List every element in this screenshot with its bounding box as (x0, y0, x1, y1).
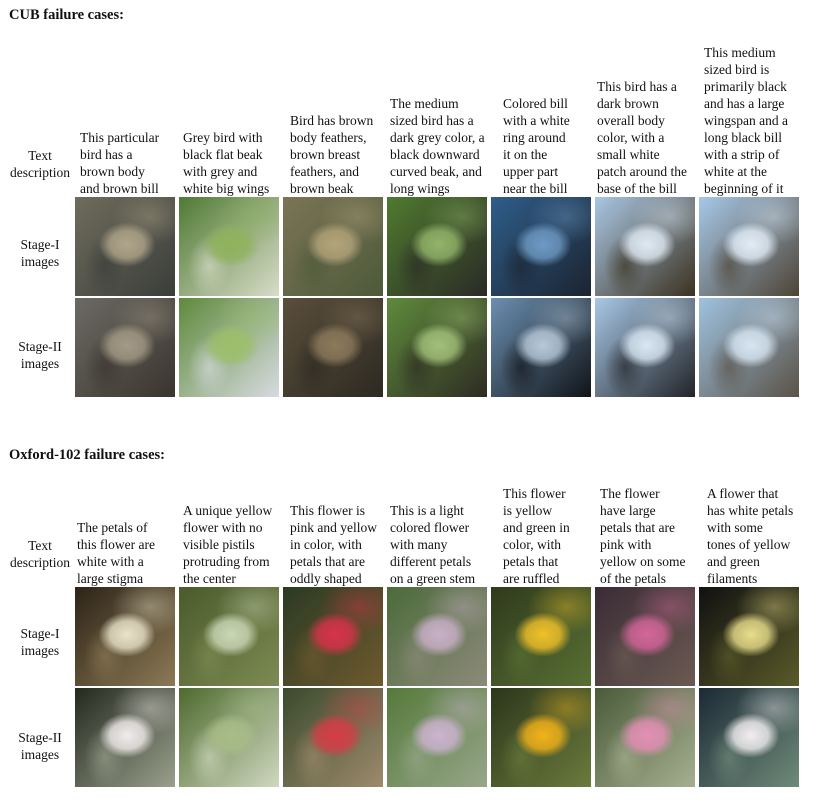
oxford-section-title: Oxford-102 failure cases: (9, 447, 165, 463)
oxford-description-6: The flower have large petals that are pink with yellow on some of the petals (600, 486, 686, 586)
oxford-stage1-image-1 (75, 587, 175, 686)
oxford-stage1-image-2 (179, 587, 279, 686)
oxford-stage1-image-3 (283, 587, 383, 686)
cub-stage1-image-6 (595, 197, 695, 296)
oxford-stage2-image-7 (699, 688, 799, 787)
cub-stage1-image-5 (491, 197, 591, 296)
cub-stage1-image-7 (699, 197, 799, 296)
cub-description-1: This particular bird has a brown body and brown bill (80, 130, 160, 196)
cub-stage2-image-4 (387, 298, 487, 397)
oxford-stage2-image-5 (491, 688, 591, 787)
cub-stage2-image-6 (595, 298, 695, 397)
oxford-stage1-label: Stage-I images (20, 626, 60, 658)
oxford-stage2-image-4 (387, 688, 487, 787)
cub-stage1-image-1 (75, 197, 175, 296)
oxford-description-3: This flower is pink and yellow in color, with petals that are oddly shaped (290, 503, 377, 586)
oxford-stage2-image-1 (75, 688, 175, 787)
cub-description-6: This bird has a dark brown overall body color, with a small white patch around the base of the bill (597, 79, 687, 196)
oxford-description-5: This flower is yellow and green in color, with petals that are ruffled (503, 486, 570, 586)
cub-description-3: Bird has brown body feathers, brown breast feathers, and brown beak (290, 113, 374, 196)
cub-description-2: Grey bird with black flat beak with grey and white big wings (183, 130, 270, 196)
oxford-stage1-image-6 (595, 587, 695, 686)
oxford-stage1-image-4 (387, 587, 487, 686)
oxford-description-7: A flower that has white petals with some tones of yellow and green filaments (707, 486, 794, 586)
oxford-stage1-image-5 (491, 587, 591, 686)
cub-description-7: This medium sized bird is primarily black and has a large wingspan and a long black bill with a strip of white at the beginning of it (704, 45, 788, 196)
cub-stage2-image-7 (699, 298, 799, 397)
cub-section-title: CUB failure cases: (9, 7, 124, 23)
oxford-description-4: This is a light colored flower with many different petals on a green stem (390, 503, 476, 586)
oxford-description-1: The petals of this flower are white with a large stigma (77, 520, 155, 586)
cub-stage1-image-2 (179, 197, 279, 296)
oxford-stage2-image-2 (179, 688, 279, 787)
cub-text-description-label: Text description (10, 148, 70, 180)
oxford-stage1-image-7 (699, 587, 799, 686)
oxford-stage2-label: Stage-II images (18, 730, 62, 762)
cub-description-4: The medium sized bird has a dark grey color, a black downward curved beak, and long wings (390, 96, 485, 196)
oxford-stage2-image-3 (283, 688, 383, 787)
cub-stage2-label: Stage-II images (18, 339, 62, 371)
cub-stage2-image-1 (75, 298, 175, 397)
cub-stage2-image-3 (283, 298, 383, 397)
cub-stage2-image-2 (179, 298, 279, 397)
cub-stage1-image-4 (387, 197, 487, 296)
cub-stage1-label: Stage-I images (20, 237, 60, 269)
cub-stage2-image-5 (491, 298, 591, 397)
oxford-stage2-image-6 (595, 688, 695, 787)
cub-description-5: Colored bill with a white ring around it on the upper part near the bill (503, 96, 570, 196)
oxford-text-description-label: Text description (10, 538, 70, 570)
oxford-description-2: A unique yellow flower with no visible pistils protruding from the center (183, 503, 273, 586)
cub-stage1-image-3 (283, 197, 383, 296)
